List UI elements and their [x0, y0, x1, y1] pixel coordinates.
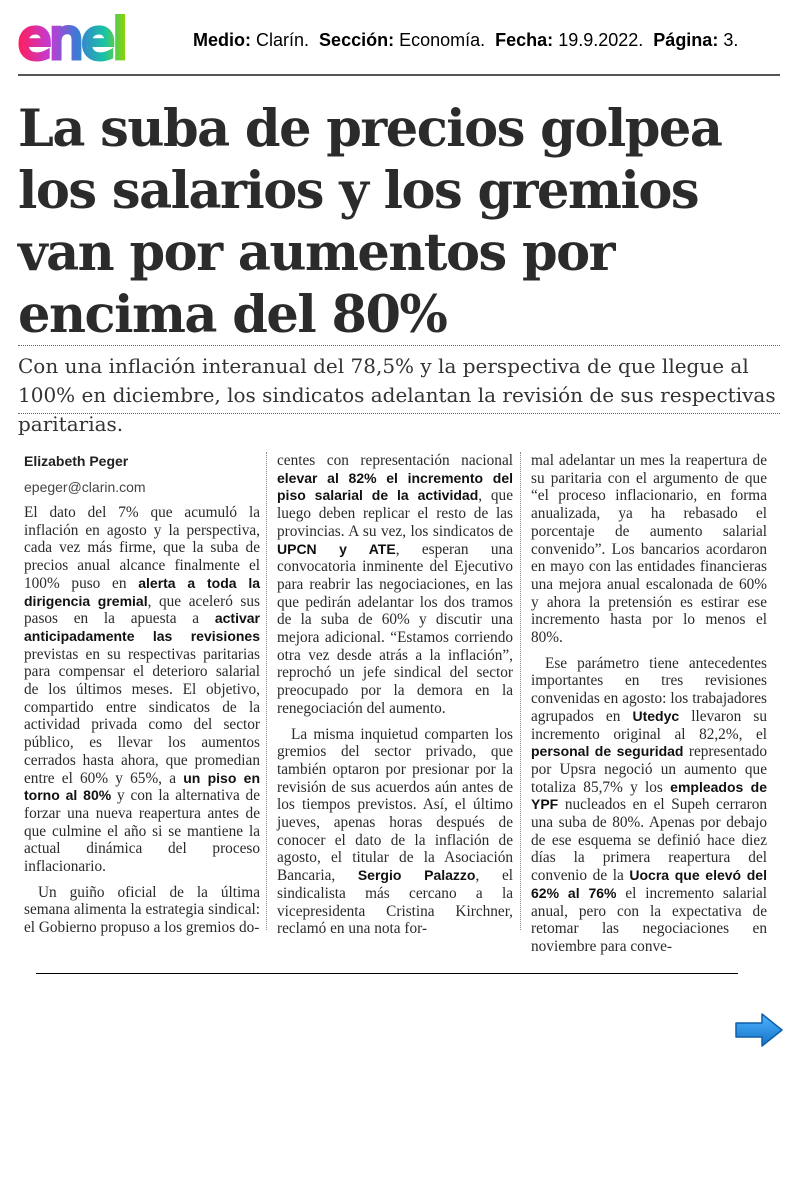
column-divider — [520, 452, 521, 930]
column-divider — [266, 452, 267, 930]
paragraph: Ese parámetro tiene antecedentes importantes en tres revisiones convenidas en agosto: los trabajadores agrupados en Utedyc llevaron su incremento original al 82,2%, el personal de seguridad representado por Upsra negoció un aumento que totaliza 85,7% y los empleados de YPF nucleados en el Supeh cerraron una suba de 80%. Apenas por debajo de ese esquema se definió hace diez días la primera reapertura del convenio de la Uocra que elevó del 62% al 76% el incremento salarial anual, pero con la expectativa de retomar las negociaciones en noviembre para conve- — [531, 654, 768, 955]
paragraph: Un guiño oficial de la última semana alimenta la estrategia sindical: el Gobierno propuso a los gremios do- — [24, 883, 260, 937]
header-rule — [18, 74, 780, 76]
article-column-3 — [531, 452, 767, 964]
author-name: Elizabeth Peger — [24, 453, 129, 469]
footer-rule — [36, 973, 738, 974]
paragraph: centes con representación nacional elevar al 82% el incremento del piso salarial de la actividad, que luego deben replicar el resto de las provincias. A su vez, los sindicatos de UPCN y ATE, esperan una convocatoria inminente del Ejecutivo para reabrir las negociaciones, en las que pedirán adelantar los dos tramos de la suba de 60% y discutir una mejora adicional. “Estamos corriendo otra vez desde atrás a la inflación”, reprochó un jefe sindical del sector preocupado por la demora en la renegociación del aumento. — [277, 452, 513, 717]
pagina-value: 3. — [723, 30, 739, 50]
fecha-label: Fecha: — [495, 30, 554, 50]
fecha-value: 19.9.2022. — [558, 30, 644, 50]
paragraph: El dato del 7% que acumuló la inflación en agosto y la perspectiva, cada vez más firme, que la suba de precios anual alcance finalmente el 100% puso en alerta a toda la dirigencia gremial, que aceleró sus pasos en la apuesta a activar anticipadamente las revisiones previstas en su respectivas paritarias para compensar el deterioro salarial de los últimos meses. El objetivo, compartido entre sindicatos de la actividad privada como del sector público, es llevar los aumentos cerrados hasta ahora, que promedian entre el 60% y 65%, a un piso en torno al 80% y con la alternativa de forzar una nueva reapertura antes de que culmine el año si se mantiene la actual dinámica del proceso inflacionario. — [24, 504, 261, 876]
medio-label: Medio: — [193, 30, 251, 50]
headline: La suba de precios golpea los salarios y los gremios van por aumentos por encima del 80% — [18, 99, 722, 345]
seccion-label: Sección: — [319, 30, 395, 50]
paragraph: La misma inquietud comparten los gremios del sector privado, que también optaron por presionar por la revisión de sus acuerdos aún antes de los tiempos previstos. Así, el último jueves, apenas horas después de conocer el dato de la inflación de agosto, el titular de la Asociación Bancaria, Sergio Palazzo, el sindicalista más cercano a la vicepresidenta Cristina Kirchner, reclamó en una nota for- — [277, 725, 513, 938]
document-metadata — [193, 30, 738, 51]
svg-text:enel: enel — [18, 8, 126, 68]
medio-value: Clarín. — [256, 30, 310, 50]
enel-logo — [18, 8, 183, 68]
deck-rule-bottom — [18, 413, 780, 414]
header — [18, 8, 783, 74]
author-email: epeger@clarin.com — [24, 479, 146, 495]
seccion-value: Economía. — [399, 30, 486, 50]
deck: Con una inflación interanual del 78,5% y la perspectiva de que llegue al 100% en diciembre, los sindicatos adelantan la revisión de sus respectivas paritarias. — [18, 354, 776, 436]
article-column-2 — [277, 452, 513, 946]
deck-rule-top — [18, 345, 780, 346]
arrow-right-icon[interactable] — [734, 1012, 784, 1048]
article-column-1 — [24, 452, 260, 945]
pagina-label: Página: — [653, 30, 719, 50]
paragraph: mal adelantar un mes la reapertura de su paritaria con el argumento de que “el proceso inflacionario, en forma anualizada, ya ha rebasado el porcentaje de aumento salarial convenido”. Los bancarios acordaron en mayo con las entidades financieras una mejora anual escalonada de 60% y ahora la pretensión es estirar ese incremento hasta por lo menos el 80%. — [531, 452, 767, 647]
